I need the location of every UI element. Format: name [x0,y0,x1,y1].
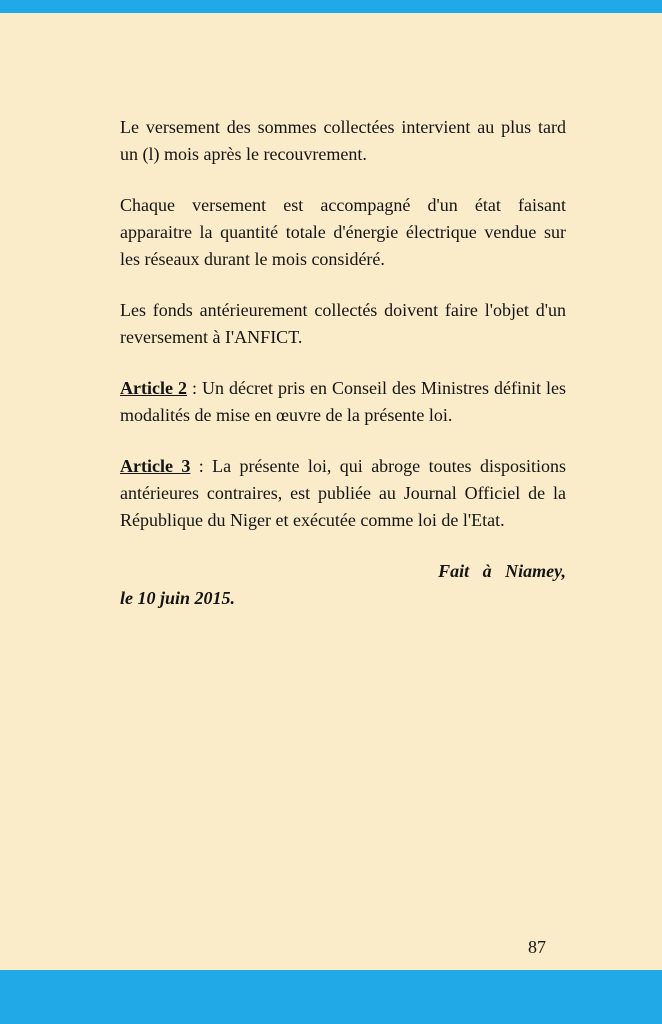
paragraph-article-2 [120,375,566,429]
page-body [120,0,566,612]
page-number: 87 [528,937,546,957]
article-3-separator: : [190,456,213,476]
signature-date: le 10 juin 2015. [120,588,236,608]
signature-block [120,558,566,612]
article-2-separator: : [186,378,202,398]
paragraph-versement-delai: Le versement des sommes collectées intervient au plus tard un (l) mois après le recouvrement. [120,117,566,164]
article-2-text: Un décret pris en Conseil des Ministres définit les modalités de mise en œuvre de la présente loi. [120,378,566,425]
paragraph-article-3 [120,453,566,534]
bottom-border-bar [0,970,662,1024]
paragraph-fonds-anfict: Les fonds antérieurement collectés doivent faire l'objet d'un reversement à I'ANFICT. [120,300,566,347]
article-2-heading: Article 2 [120,378,187,398]
signature-place: Fait à Niamey, [438,561,566,581]
article-3-text: La présente loi, qui abroge toutes dispositions antérieures contraires, est publiée au Journal Officiel de la République du Niger et exécutée comme loi de l'Etat. [120,456,566,530]
article-3-heading: Article 3 [120,456,191,476]
paragraph-etat-energie: Chaque versement est accompagné d'un état faisant apparaitre la quantité totale d'énergie électrique vendue sur les réseaux durant le mois considéré. [120,195,566,269]
